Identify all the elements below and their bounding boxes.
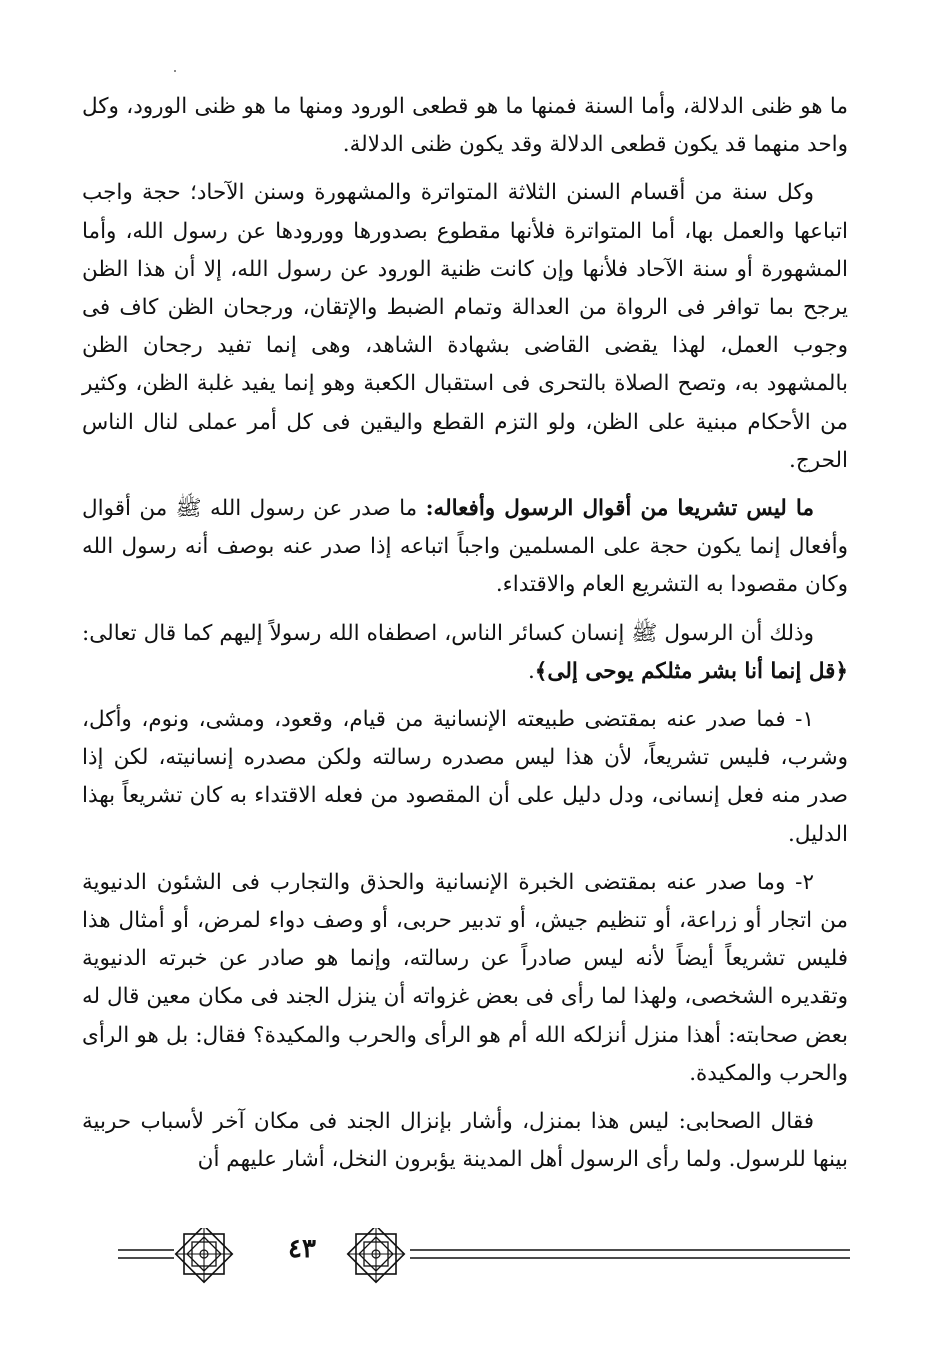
paragraph-4 [82, 615, 848, 691]
scan-speck [174, 70, 176, 72]
star-ornament-right-icon [348, 1228, 405, 1282]
paragraph-6-text: ٢- وما صدر عنه بمقتضى الخبرة الإنسانية والحذق والتجارب فى الشئون الدنيوية من اتجار أو زراعة، أو تنظيم جيش، أو تدبير حربى، أو وصف دواء لمرض، أو أمثال هذا فليس تشريعاً أيضاً لأنه ليس صادراً عن رسالته، وإنما هو صادر عن خبرته الدنيوية وتقديره الشخصى، ولهذا لما رأى فى بعض غزواته أن ينزل الجند فى مكان معين قال له بعض صحابته: أهذا منزل أنزلكه الله أم هو الرأى والحرب والمكيدة؟ فقال: بل هو الرأى والحرب والمكيدة. [82, 869, 848, 1086]
paragraph-1 [82, 88, 848, 164]
quran-quote: ﴿قل إنما أنا بشر مثلكم يوحى إلى﴾ [534, 658, 848, 684]
paragraph-5 [82, 701, 848, 854]
paragraph-4-text: وذلك أن الرسول ﷺ إنسان كسائر الناس، اصطفاه الله رسولاً إليهم كما قال تعالى: [82, 620, 814, 646]
paragraph-1-text: ما هو ظنى الدلالة، وأما السنة فمنها ما هو قطعى الورود ومنها ما هو ظنى الورود، وكل واحد منهما قد يكون قطعى الدلالة وقد يكون ظنى الدلالة. [82, 94, 848, 158]
page-footer [118, 1228, 850, 1288]
page-body [82, 88, 848, 1189]
paragraph-4-tail: . [527, 658, 535, 684]
paragraph-6 [82, 864, 848, 1093]
paragraph-7-text: فقال الصحابى: ليس هذا بمنزل، وأشار بإنزال الجند فى مكان آخر لأسباب حربية بينها للرسول. ولما رأى الرسول أهل المدينة يؤبرون النخل، أشار عليهم أن [82, 1109, 848, 1173]
paragraph-2 [82, 174, 848, 480]
footer-ornament [118, 1228, 850, 1288]
paragraph-3-text: ما صدر عن رسول الله ﷺ من أقوال وأفعال إنما يكون حجة على المسلمين واجباً اتباعه إذا صدر عنه بوصف أنه رسول الله وكان مقصودا به التشريع العام والاقتداء. [82, 496, 848, 598]
paragraph-7 [82, 1103, 848, 1179]
paragraph-5-text: ١- فما صدر عنه بمقتضى طبيعته الإنسانية من قيام، وقعود، ومشى، ونوم، وأكل، وشرب، فليس تشريعاً، لأن هذا ليس مصدره رسالته ولكن مصدره إنسانيته، لكن إذا صدر منه فعل إنسانى، ودل دليل على أن المقصود من فعله الاقتداء به كان تشريعاً بهذا الدليل. [82, 707, 848, 847]
star-ornament-left-icon [176, 1228, 233, 1282]
paragraph-2-text: وكل سنة من أقسام السنن الثلاثة المتواترة والمشهورة وسنن الآحاد؛ حجة واجب اتباعها والعمل بها، أما المتواترة فلأنها مقطوع بصدورها وورودها عن رسول الله، وأما المشهورة أو سنة الآحاد فلأنها وإن كانت ظنية الورود عن رسول الله، إلا أن هذا الظن يرجح بما توافر فى الرواة من العدالة وتمام الضبط والإتقان، ورجحان الظن كاف فى وجوب العمل، لهذا يقضى القاضى بشهادة الشاهد، وهى إنما تفيد رجحان الظن بالمشهود به، وتصح الصلاة بالتحرى فى استقبال الكعبة وهو إنما يفيد غلبة الظن، وكثير من الأحكام مبنية على الظن، ولو التزم القطع واليقين فى كل أمر عملى لنال الناس الحرج. [82, 180, 848, 473]
page-number: ٤٣ [288, 1234, 316, 1264]
section-heading: ما ليس تشريعا من أقوال الرسول وأفعاله: [425, 496, 814, 522]
paragraph-3 [82, 490, 848, 605]
